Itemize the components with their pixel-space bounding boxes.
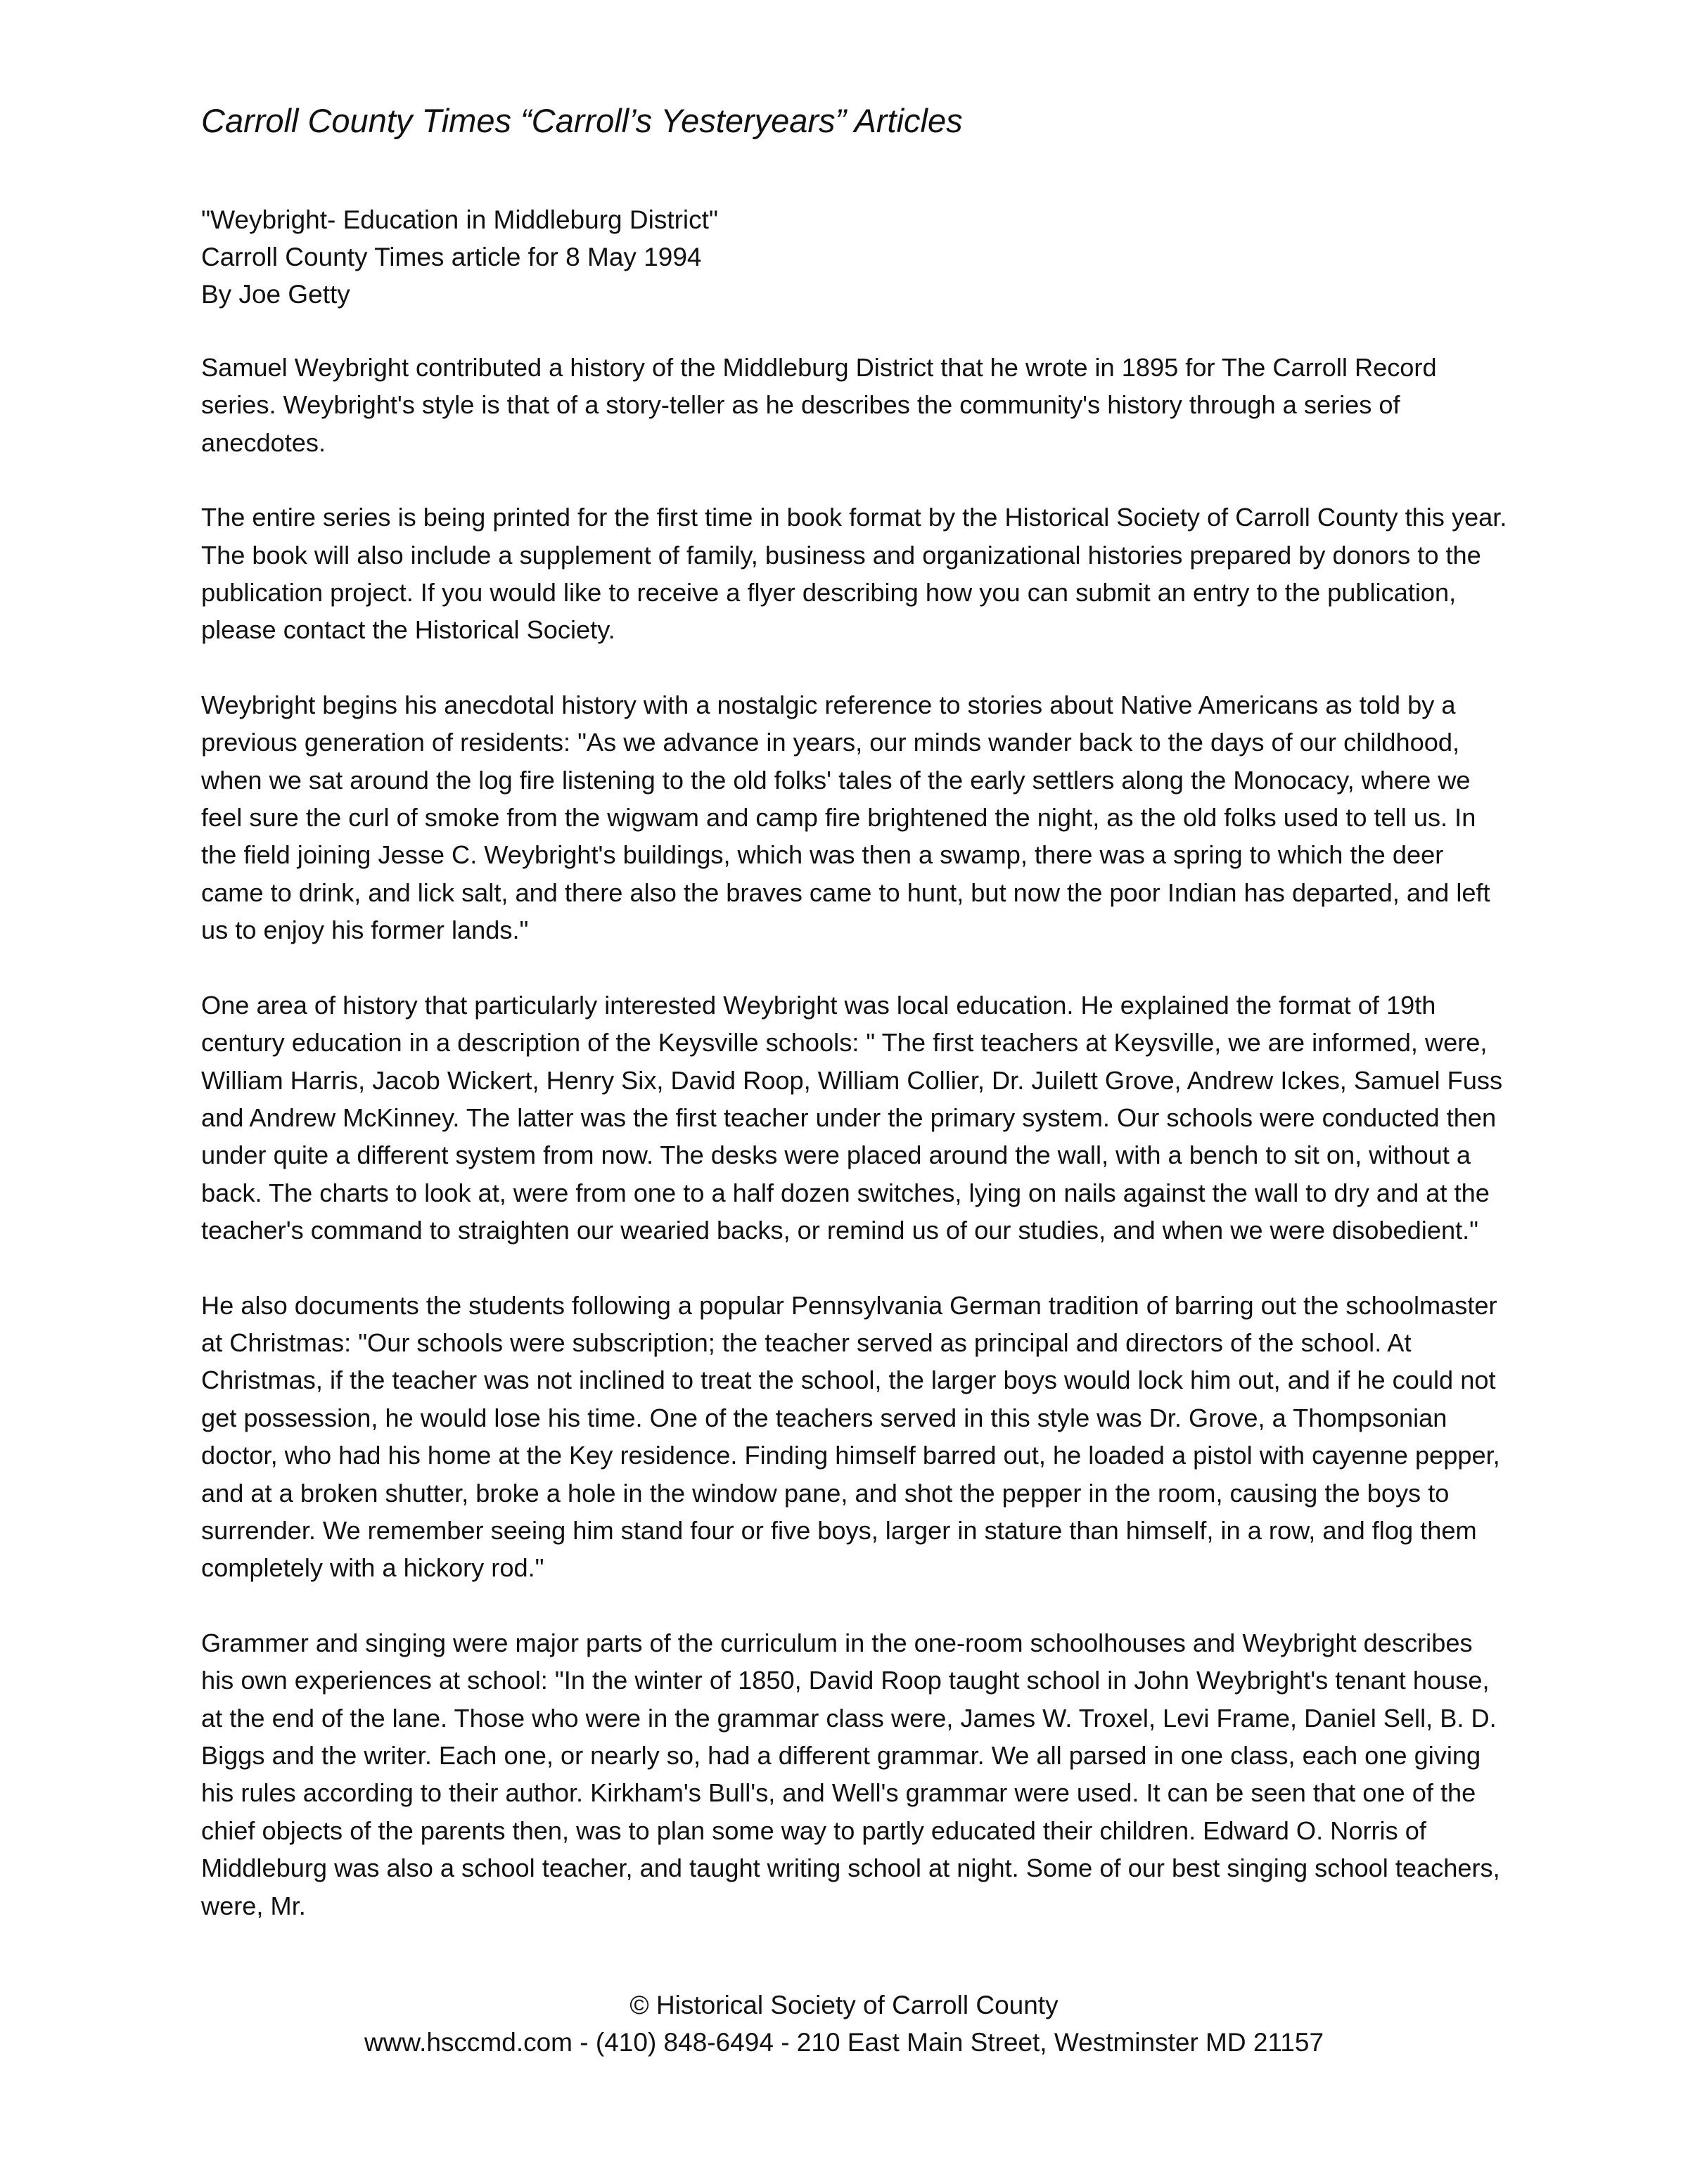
publication-line: Carroll County Times article for 8 May 1994 [201, 243, 702, 271]
article-header [201, 201, 1502, 313]
copyright-notice: © Historical Society of Carroll County [629, 1991, 1059, 2019]
paragraph: One area of history that particularly interested Weybright was local education. He explained the format of 19th century education in a description of the Keysville schools: " The first teachers at Keysville, we are informed, were, William Harris, Jacob Wickert, Henry Six, David Roop, William Collier, Dr. Juilett Grove, Andrew Ickes, Samuel Fuss and Andrew McKinney. The latter was the first teacher under the primary system. Our schools were conducted then under quite a different system from now. The desks were placed around the wall, with a bench to sit on, without a back. The charts to look at, were from one to a half dozen switches, lying on nails against the wall to dry and at the teacher's command to straighten our wearied backs, or remind us of our studies, and when we were disobedient." [201, 990, 1503, 1245]
paragraph: He also documents the students following a popular Pennsylvania German tradition of barring out the schoolmaster at Christmas: "Our schools were subscription; the teacher served as principal and directors of the school. At Christmas, if the teacher was not inclined to treat the school, the larger boys would lock him out, and if he could not get possession, he would lose his time. One of the teachers served in this style was Dr. Grove, a Thompsonian doctor, who had his home at the Key residence. Finding himself barred out, he loaded a pistol with cayenne pepper, and at a broken shutter, broke a hole in the window pane, and shot the pepper in the room, causing the boys to surrender. We remember seeing him stand four or five boys, larger in stature than himself, in a row, and flog them completely with a hickory rod." [201, 1290, 1500, 1583]
article-title: "Weybright- Education in Middleburg District" [201, 205, 719, 234]
page-footer [0, 1986, 1688, 2061]
contact-info: www.hsccmd.com - (410) 848-6494 - 210 East Main Street, Westminster MD 21157 [364, 2028, 1324, 2057]
paragraph: The entire series is being printed for the first time in book format by the Historical Society of Carroll County this year. The book will also include a supplement of family, business and organizational histories prepared by donors to the publication project. If you would like to receive a flyer describing how you can submit an entry to the publication, please contact the Historical Society. [201, 503, 1507, 645]
paragraph: Samuel Weybright contributed a history of the Middleburg District that he wrote in 1895 for The Carroll Record series. Weybright's style is that of a story-teller as he describes the community's history through a series of anecdotes. [201, 353, 1437, 457]
paragraph: Grammer and singing were major parts of the curriculum in the one-room schoolhouses and Weybright describes his own experiences at school: "In the winter of 1850, David Roop taught school in John Weybright's tenant house, at the end of the lane. Those who were in the grammar class were, James W. Troxel, Levi Frame, Daniel Sell, B. D. Biggs and the writer. Each one, or nearly so, had a different grammar. We all parsed in one class, each one giving his rules according to their author. Kirkham's Bull's, and Well's grammar were used. It can be seen that one of the chief objects of the parents then, was to plan some way to partly educated their children. Edward O. Norris of Middleburg was also a school teacher, and taught writing school at night. Some of our best singing school teachers, were, Mr. [201, 1628, 1500, 1920]
article-body [201, 349, 1511, 1962]
paragraph: Weybright begins his anecdotal history with a nostalgic reference to stories about Native Americans as told by a previous generation of residents: "As we advance in years, our minds wander back to the days of our childhood, when we sat around the log fire listening to the old folks' tales of the early settlers along the Monocacy, where we feel sure the curl of smoke from the wigwam and camp fire brightened the night, as the old folks used to tell us. In the field joining Jesse C. Weybright's buildings, which was then a swamp, there was a spring to which the deer came to drink, and lick salt, and there also the braves came to hunt, but now the poor Indian has departed, and left us to enjoy his former lands." [201, 690, 1490, 945]
byline: By Joe Getty [201, 280, 350, 309]
series-title: Carroll County Times “Carroll’s Yesteryears” Articles [201, 102, 963, 139]
